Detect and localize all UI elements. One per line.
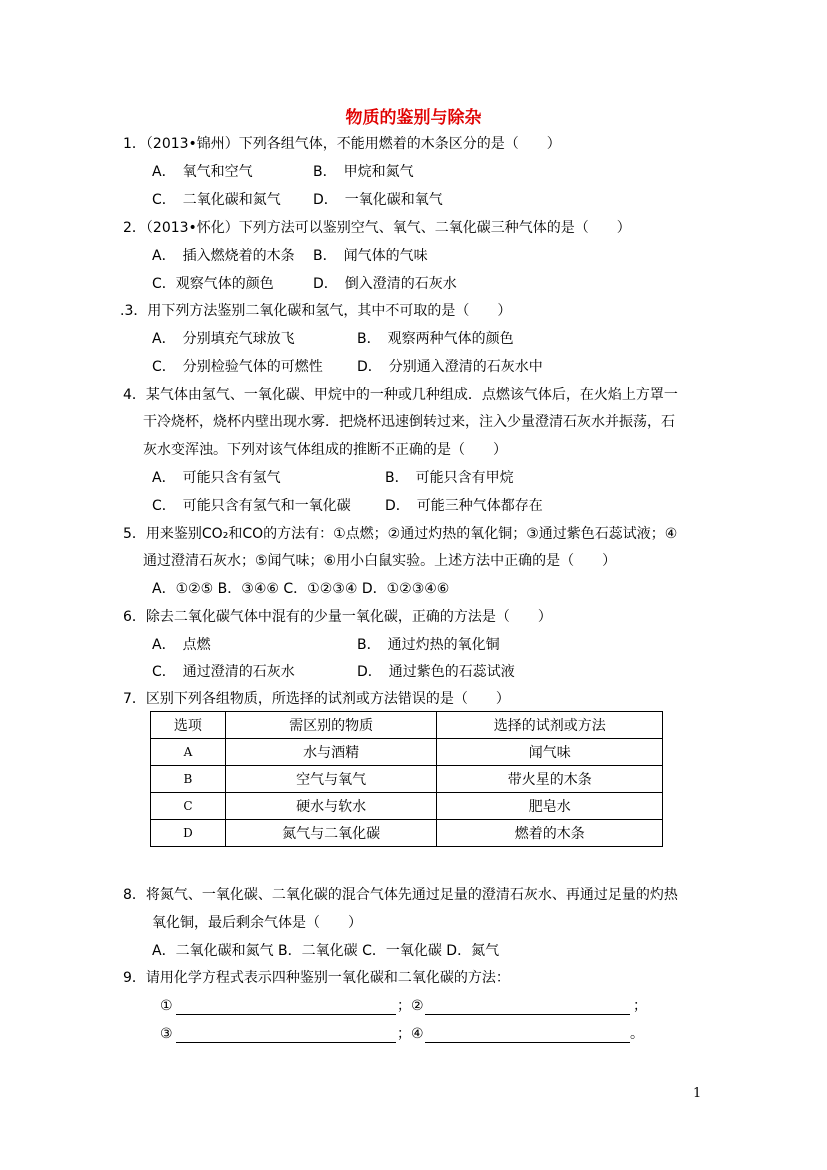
question-5-stem-line-1: 5．用来鉴别CO₂和CO的方法有：①点燃；②通过灼热的氧化铜；③通过紫色石蕊试液；④ [123,526,678,542]
question-2-option-a: A． 插入燃烧着的木条 [152,248,295,264]
answer-blank-2[interactable] [425,998,630,1015]
question-3-option-a: A． 分别填充气球放飞 [152,331,295,347]
question-1-option-c: C． 二氧化碳和氮气 [152,192,281,208]
question-5-stem-line-2: 通过澄清石灰水；⑤闻气味；⑥用小白鼠实验。上述方法中正确的是（ ） [143,553,617,569]
table-cell: 肥皂水 [437,793,663,820]
question-4-stem-line-2: 干冷烧杯，烧杯内壁出现水雾．把烧杯迅速倒转过来，注入少量澄清石灰水并振荡，石 [143,414,675,430]
page-title: 物质的鉴别与除杂 [345,108,482,128]
question-8-options: A．二氧化碳和氮气 B．二氧化碳 C．一氧化碳 D．氮气 [152,943,500,959]
question-1-stem: 1．（2013•锦州）下列各组气体，不能用燃着的木条区分的是（ ） [123,136,561,152]
table-row [151,766,663,793]
question-3-option-b: B． 观察两种气体的颜色 [357,331,514,347]
question-4-option-b: B． 可能只含有甲烷 [385,470,514,486]
question-3-option-d: D． 分别通入澄清的石灰水中 [357,359,543,375]
table-cell: 氮气与二氧化碳 [225,820,437,847]
question-8-stem-line-1: 8．将氮气、一氧化碳、二氧化碳的混合气体先通过足量的澄清石灰水、再通过足量的灼热 [123,887,678,903]
blank-separator: ； [633,998,647,1014]
question-2-option-b: B． 闻气体的气味 [313,248,428,264]
question-3-stem: .3．用下列方法鉴别二氧化碳和氢气，其中不可取的是（ ） [120,303,512,319]
question-6-option-d: D． 通过紫色的石蕊试液 [357,664,515,680]
table-row [151,793,663,820]
question-6-option-b: B． 通过灼热的氧化铜 [357,637,500,653]
table-header-cell: 选项 [151,712,226,739]
question-4-stem-line-3: 灰水变浑浊。下列对该气体组成的推断不正确的是（ ） [143,442,507,458]
question-4-option-d: D． 可能三种气体都存在 [385,498,543,514]
table-header-cell: 选择的试剂或方法 [437,712,663,739]
table-cell: B [151,766,226,793]
table-cell: A [151,739,226,766]
question-6-option-a: A． 点燃 [152,637,211,653]
question-8-stem-line-2: 氧化铜，最后剩余气体是（ ） [152,915,362,931]
question-1-option-b: B． 甲烷和氮气 [313,164,414,180]
table-cell: 水与酒精 [225,739,437,766]
answer-blank-3[interactable] [176,1026,396,1043]
question-9-stem: 9．请用化学方程式表示四种鉴别一氧化碳和二氧化碳的方法： [123,970,510,986]
blank-marker-4: ；④ [397,1026,424,1042]
question-6-stem: 6．除去二氧化碳气体中混有的少量一氧化碳，正确的方法是（ ） [123,609,552,625]
blank-marker-2: ；② [397,998,424,1014]
table-cell: 空气与氧气 [225,766,437,793]
table-row [151,820,663,847]
table-cell: C [151,793,226,820]
table-cell: 硬水与软水 [225,793,437,820]
blank-end-mark: 。 [630,1026,644,1042]
table-cell: 带火星的木条 [437,766,663,793]
question-7-table [150,711,663,847]
question-1-option-a: A． 氧气和空气 [152,164,253,180]
table-cell: 燃着的木条 [437,820,663,847]
blank-marker-3: ③ [160,1026,173,1042]
table-header-row [151,712,663,739]
question-2-stem: 2．（2013•怀化）下列方法可以鉴别空气、氧气、二氧化碳三种气体的是（ ） [123,220,631,236]
table-cell: 闻气味 [437,739,663,766]
question-4-stem-line-1: 4．某气体由氢气、一氧化碳、甲烷中的一种或几种组成．点燃该气体后，在火焰上方罩一 [123,387,678,403]
question-5-options: A．①②⑤ B．③④⑥ C．①②③④ D．①②③④⑥ [152,581,450,597]
question-4-option-a: A． 可能只含有氢气 [152,470,281,486]
page-number: 1 [693,1086,702,1101]
question-4-option-c: C． 可能只含有氢气和一氧化碳 [152,498,351,514]
question-7-stem: 7．区别下列各组物质，所选择的试剂或方法错误的是（ ） [123,691,510,707]
table-header-cell: 需区别的物质 [225,712,437,739]
answer-blank-4[interactable] [425,1026,630,1043]
question-1-option-d: D． 一氧化碳和氧气 [313,192,443,208]
table-cell: D [151,820,226,847]
table-row [151,739,663,766]
question-6-option-c: C． 通过澄清的石灰水 [152,664,295,680]
question-2-option-c: C．观察气体的颜色 [152,276,274,292]
answer-blank-1[interactable] [176,998,396,1015]
question-3-option-c: C． 分别检验气体的可燃性 [152,359,323,375]
question-2-option-d: D． 倒入澄清的石灰水 [313,276,457,292]
blank-marker-1: ① [160,998,173,1014]
